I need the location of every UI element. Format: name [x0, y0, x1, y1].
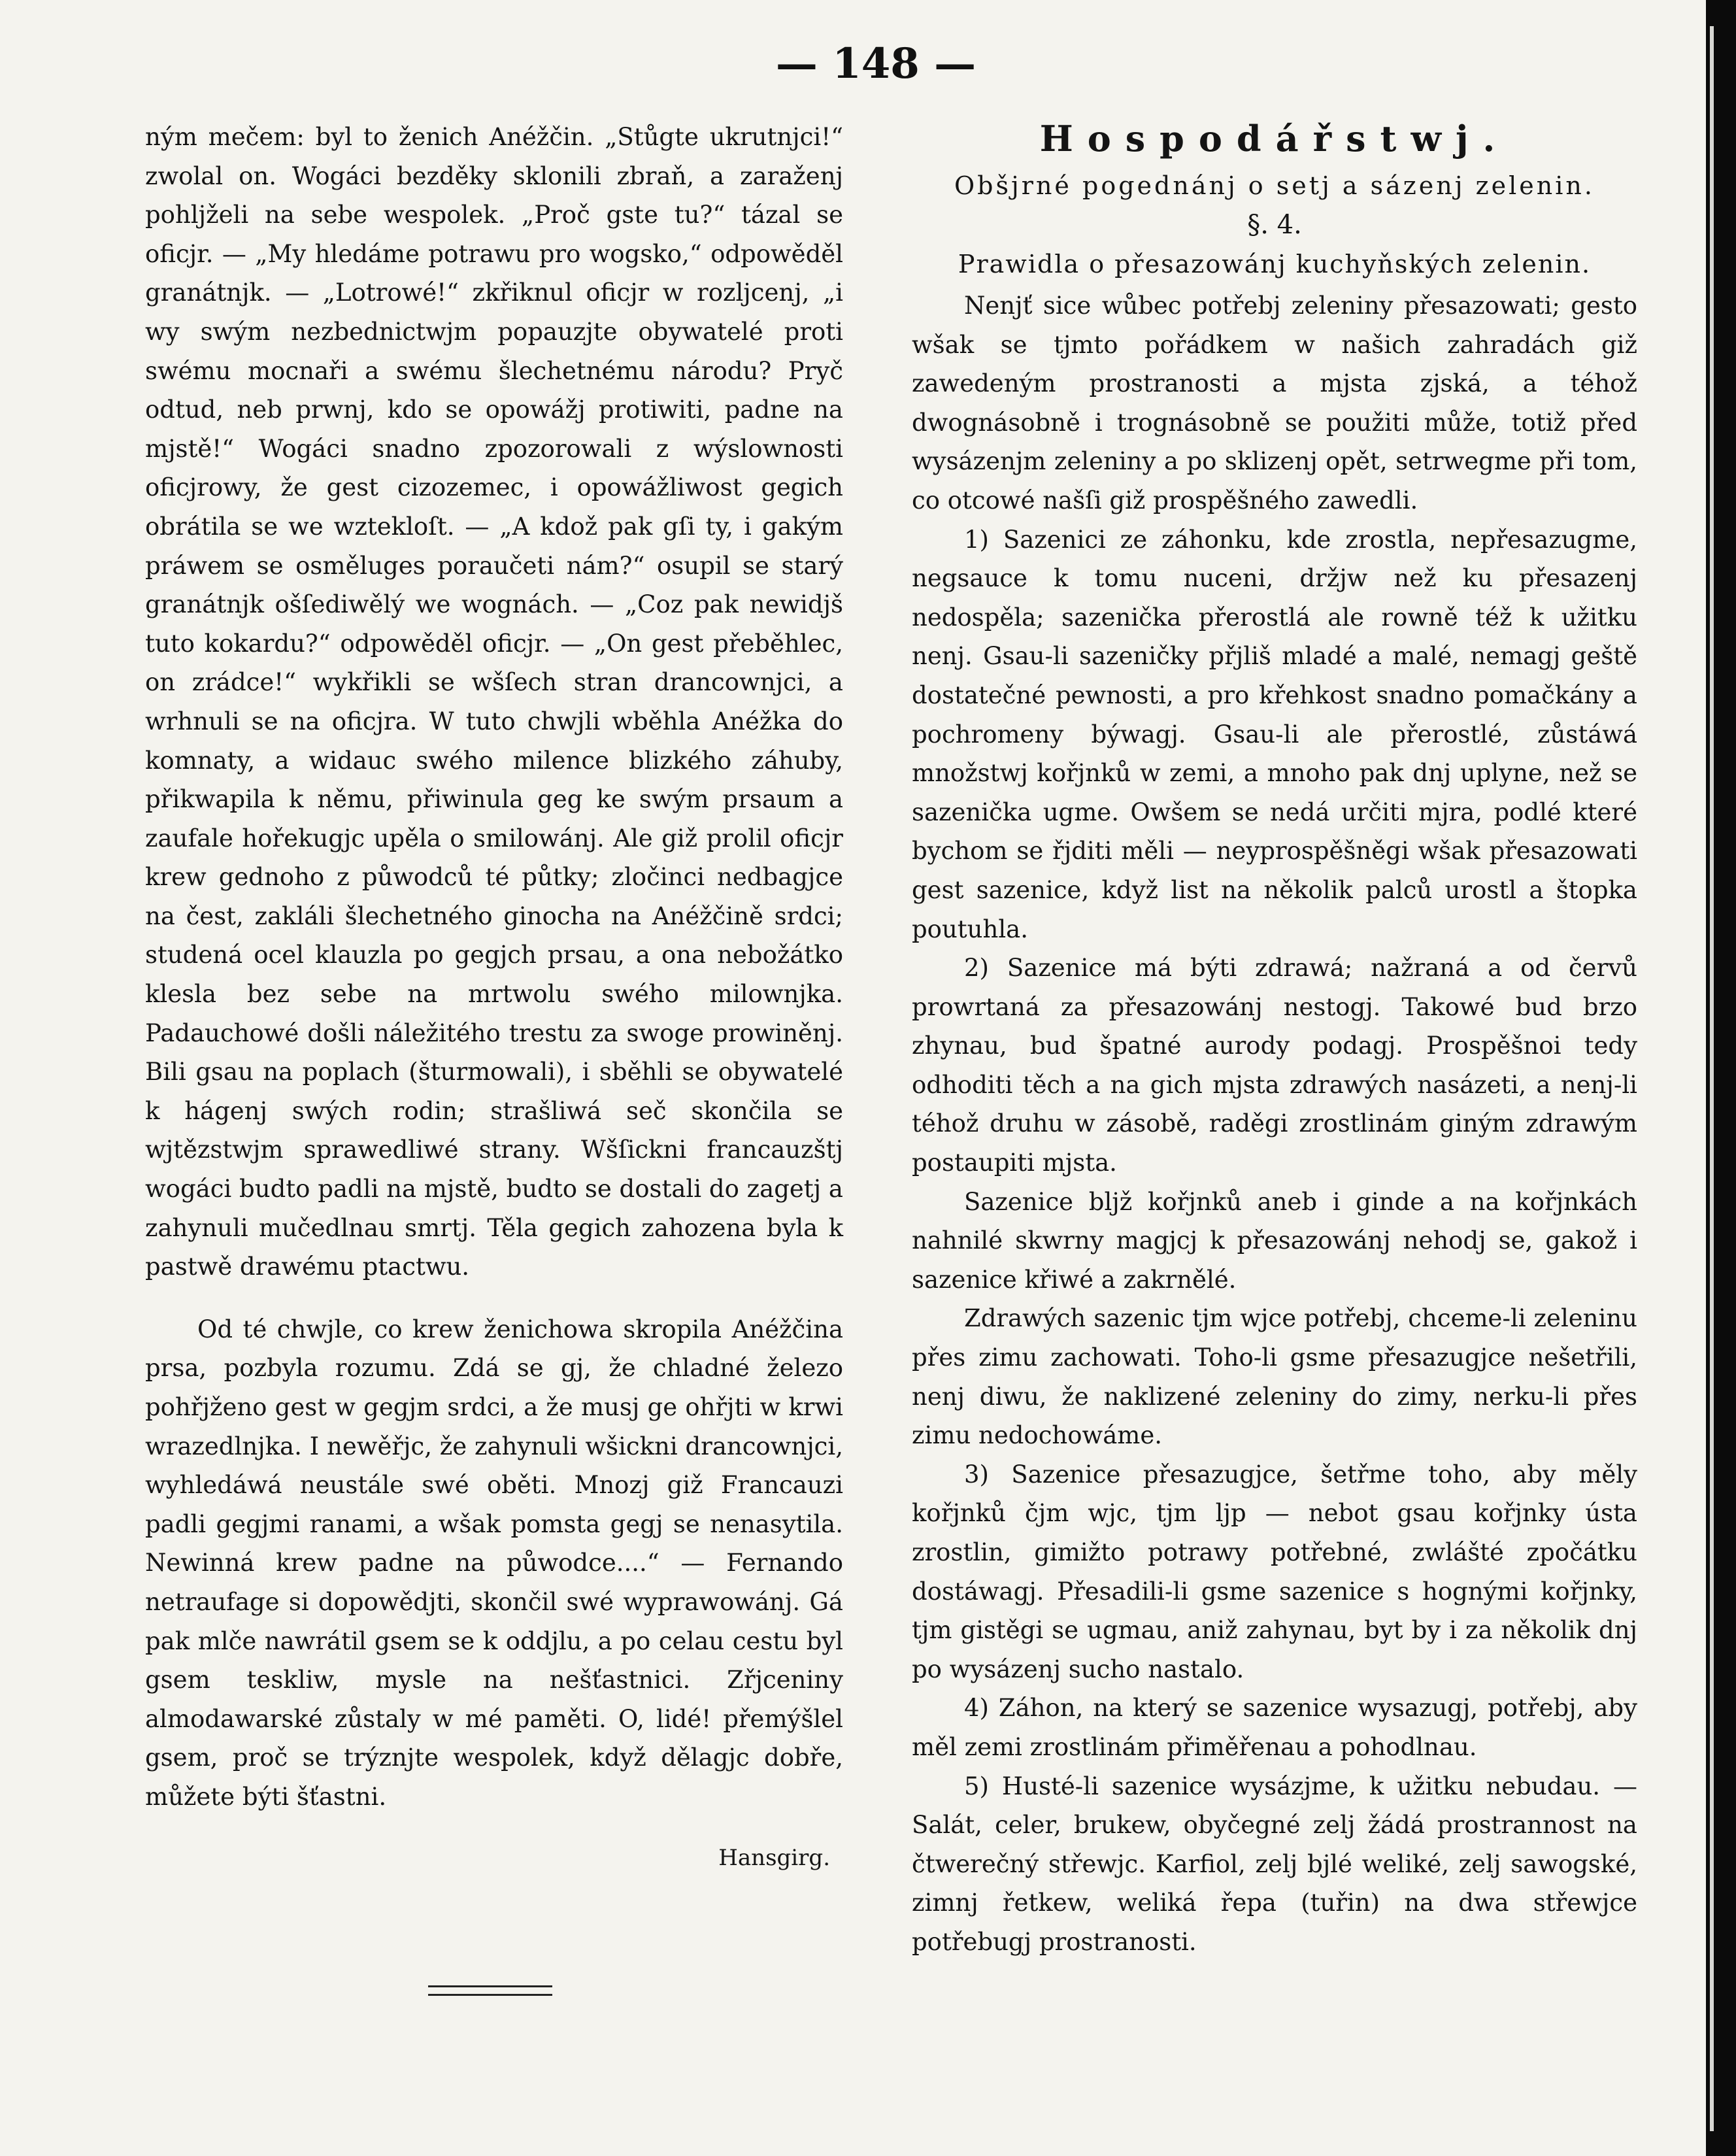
scan-edge-line	[1710, 26, 1714, 2131]
rule-1-paragraph: 1) Sazenici ze záhonku, kde zrostla, nepřesazugme, negsauce k tomu nuceni, držjw než ku přesazenj nedospěla; sazenička přerostlá ale rowně též k užitku nenj. Gsau-li sazeničky přjliš mladé a malé, nemagj geště dostatečné pewnosti, a pro křehkost snadno pomačkány a pochromeny býwagj. Gsau-li ale přerostlé, zůstáwá množstwj kořjnků w zemi, a mnoho pak dnj uplyne, než se sazenička ugme. Owšem se nedá určiti mjra, podlé které bychom se řjditi měli — neyprospěšněgi wšak přesazowati gest sazenice, když list na několik palců urostl a štopka poutuhla.	[912, 525, 1637, 943]
rule-5-paragraph: 5) Husté-li sazenice wysázjme, k užitku nebudau. — Salát, celer, brukew, obyčegné zelj žádá prostrannost na čtwerečný střewjc. Karfiol, zelj bjlé weliké, zelj sawogské, zimnj řetkew, weliká řepa (tuřin) na dwa střewjce potřebugj prostranosti.	[912, 1772, 1637, 1956]
section-number: §. 4.	[1247, 210, 1302, 240]
rule-2b-paragraph: Sazenice bljž kořjnků aneb i ginde a na kořjnkách nahnilé skwrny magjcj k přesazowánj nehodj se, gakož i sazenice křiwé a zakrnělé.	[912, 1187, 1637, 1294]
rule-2-paragraph: 2) Sazenice má býti zdrawá; nažraná a od červů prowrtaná za přesazowánj nestogj. Takowé bud brzo zhynau, bud špatné aurody podagj. Prospěšnoi tedy odhoditi těch a na gich mjsta zdrawých nasázeti, a nenj-li téhož druhu w zásobě, raděgi zrostlinám giným zdrawým postaupiti mjsta.	[912, 954, 1637, 1177]
section-heading: Hospodářstwj.	[1039, 118, 1510, 160]
end-divider	[428, 1985, 552, 1996]
story-paragraph-2: Od té chwjle, co krew ženichowa skropila Anéžčina prsa, pozbyla rozumu. Zdá se gj, že chladné železo pohřjženo gest w gegjm srdci, a že musj ge ohřjti w krwi wrazedlnjka. I newěřjc, že zahynuli wšickni drancownjci, wyhledáwá neustále swé oběti. Mnozj giž Francauzi padli gegjmi ranami, a wšak pomsta gegj se nenasytila. Newinná krew padne na půwodce....“ — Fernando netraufage si dopowědjti, skončil swé wyprawowánj. Gá pak mlče nawrátil gsem se k oddjlu, a po celau cestu byl gsem teskliw, mysle na nešťastnici. Zřjceniny almodawarské zůstaly w mé paměti. O, lidé! přemýšlel gsem, proč se trýznjte wespolek, když dělagjc dobře, můžete býti šťastni.	[145, 1315, 843, 1811]
article-subheading: Obšjrné pogednánj o setj a sázenj zelenin.	[954, 171, 1595, 200]
page-number: — 148 —	[775, 39, 976, 88]
rule-4-paragraph: 4) Záhon, na který se sazenice wysazugj, potřebj, aby měl zemi zrostlinám přiměřenau a pohodlnau.	[912, 1694, 1637, 1761]
left-column	[145, 118, 843, 1878]
author-signature: Hansgirg.	[718, 1844, 830, 1871]
rule-3-paragraph: 3) Sazenice přesazugjce, šetřme toho, aby měly kořjnků čjm wjc, tjm ljp — nebot gsau kořjnky ústa zrostlin, gimižto potrawy potřebné, zwlášté zpočátku dostáwagj. Přesadili-li gsme sazenice s hognými kořjnky, tjm gistěgi se ugmau, aniž zahynau, byt by i za několik dnj po wysázenj sucho nastalo.	[912, 1460, 1637, 1683]
rule-2c-paragraph: Zdrawých sazenic tjm wjce potřebj, chceme-li zeleninu přes zimu zachowati. Toho-li gsme přesazugjce nešetřili, nenj diwu, že naklizené zeleniny do zimy, nerku-li přes zimu nedochowáme.	[912, 1304, 1637, 1450]
intro-paragraph: Nenjť sice wůbec potřebj zeleniny přesazowati; gesto wšak se tjmto pořádkem w našich zahradách giž zawedeným prostranosti a mjsta zjská, a téhož dwognásobně i trognásobně se použiti může, totiž před wysázenjm zeleniny a po sklizenj opět, setrwegme při tom, co otcowé našſi giž prospěšného zawedli.	[912, 292, 1637, 514]
paragraph-gap	[145, 1287, 843, 1310]
rules-heading: Prawidla o přesazowánj kuchyňských zelenin.	[958, 250, 1592, 278]
right-column	[912, 118, 1637, 1962]
story-paragraph-1: ným mečem: byl to ženich Anéžčin. „Stůgte ukrutnjci!“ zwolal on. Wogáci bezděky sklonili zbraň, a zaraženj pohljželi na sebe wespolek. „Proč gste tu?“ tázal se oficjr. — „My hledáme potrawu pro wogsko,“ odpowěděl granátnjk. — „Lotrowé!“ zkřiknul oficjr w rozljcenj, „i wy swým nezbednictwjm popauzjte obywatelé proti swému mocnaři a swému šlechetnému národu? Pryč odtud, neb prwnj, kdo se opowážj protiwiti, padne na mjstě!“ Wogáci snadno zpozorowali z wýslownosti oficjrowy, že gest cizozemec, i opowážliwost gegich obrátila se we wztekloſt. — „A kdož pak gſi ty, i gakým práwem se osměluges poraučeti nám?“ osupil se starý granátnjk ošſediwělý we wognách. — „Coz pak newidjš tuto kokardu?“ odpowěděl oficjr. — „On gest přeběhlec, on zrádce!“ wykřikli se wšſech stran drancownjci, a wrhnuli se na oficjra. W tuto chwjli wběhla Anéžka do komnaty, a widauc swého milence blizkého záhuby, přikwapila k němu, přiwinula geg ke swým prsaum a zaufale hořekugjc upěla o smilowánj. Ale giž prolil oficjr krew gednoho z půwodců té půtky; zločinci nedbagjce na čest, zakláli šlechetného ginocha na Anéžčině srdci; studená ocel klauzla po gegjch prsau, a ona nebožátko klesla bez sebe na mrtwolu swého milownjka. Padauchowé došli náležitého trestu za swoge prowiněnj. Bili gsau na poplach (šturmowali), i sběhli se obywatelé k hágenj swých rodin; strašliwá seč skončila se wjtězstwjm sprawedliwé strany. Wšſickni francauzštj wogáci budto padli na mjstě, budto se dostali do zagetj a zahynuli mučedlnau smrtj. Těla gegich zahozena byla k pastwě drawému ptactwu.	[145, 123, 843, 1281]
